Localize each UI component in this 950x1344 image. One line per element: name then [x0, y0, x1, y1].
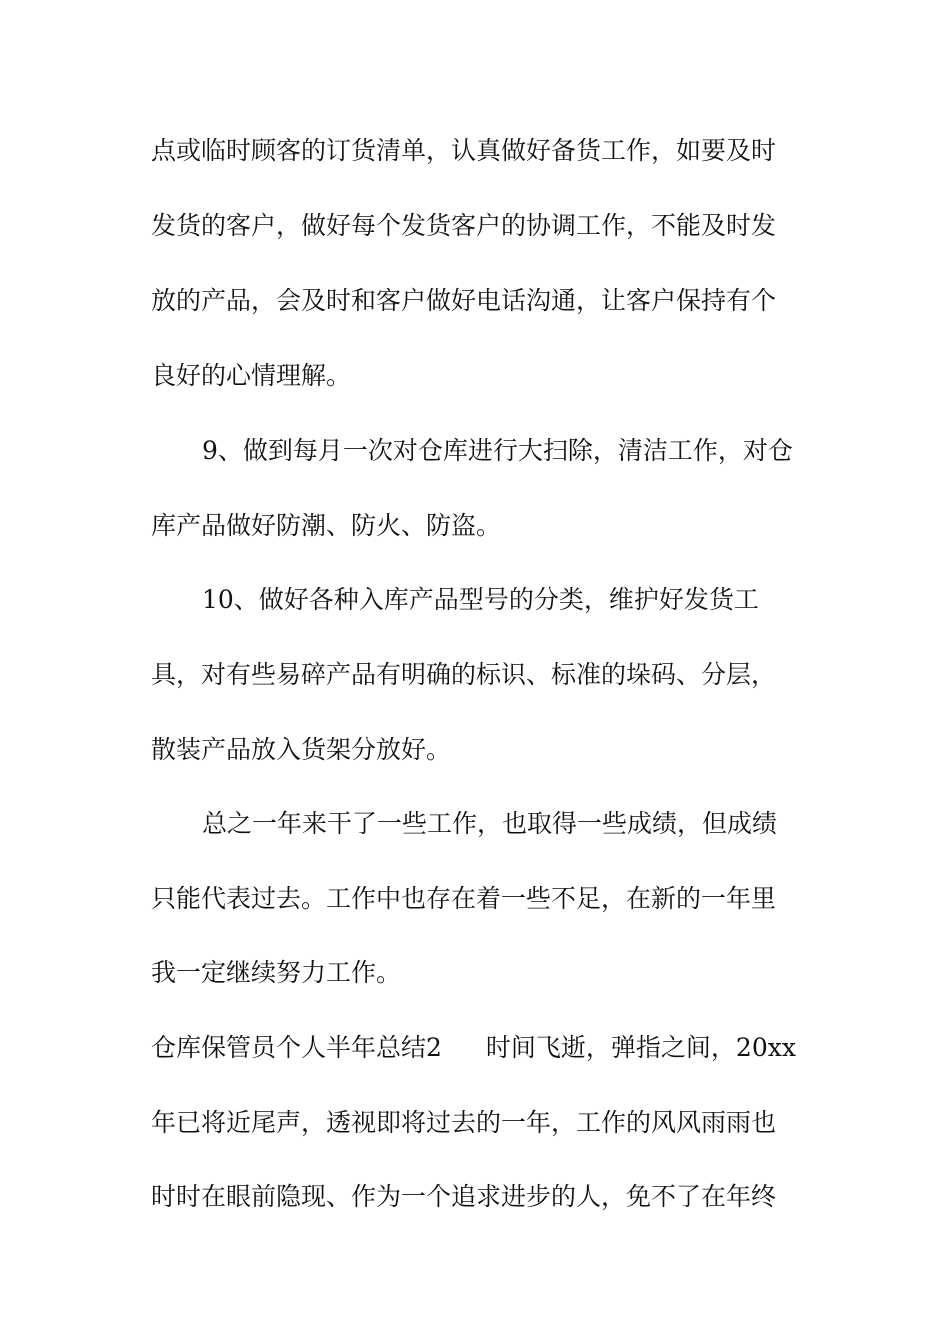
- paragraph-line: 点或临时顾客的订货清单，认真做好备货工作，如要及时: [151, 136, 777, 165]
- paragraph-line: 总之一年来干了一些工作，也取得一些成绩，但成绩: [202, 809, 778, 838]
- paragraph-line: 良好的心情理解。: [151, 361, 352, 390]
- paragraph-line: 库产品做好防潮、防火、防盗。: [151, 511, 502, 540]
- section-intro-text: 时间飞逝，弹指之间，20xx: [485, 1033, 796, 1062]
- paragraph-line: 放的产品，会及时和客户做好电话沟通，让客户保持有个: [151, 286, 777, 315]
- paragraph-line: 时时在眼前隐现、作为一个追求进步的人，免不了在年终: [151, 1182, 777, 1211]
- paragraph-line: 我一定继续努力工作。: [151, 958, 402, 987]
- paragraph-line: 只能代表过去。工作中也存在着一些不足，在新的一年里: [151, 884, 777, 913]
- section-heading-line: [151, 1033, 796, 1063]
- section-title: 仓库保管员个人半年总结2: [151, 1033, 442, 1062]
- paragraph-line: 9、做到每月一次对仓库进行大扫除，清洁工作，对仓: [202, 436, 793, 465]
- paragraph-line: 发货的客户，做好每个发货客户的协调工作，不能及时发: [151, 211, 777, 240]
- paragraph-line: 散装产品放入货架分放好。: [151, 735, 452, 764]
- paragraph-line: 10、做好各种入库产品型号的分类，维护好发货工: [202, 585, 759, 614]
- paragraph-line: 具，对有些易碎产品有明确的标识、标准的垛码、分层，: [151, 660, 777, 689]
- paragraph-line: 年已将近尾声，透视即将过去的一年，工作的风风雨雨也: [151, 1108, 777, 1137]
